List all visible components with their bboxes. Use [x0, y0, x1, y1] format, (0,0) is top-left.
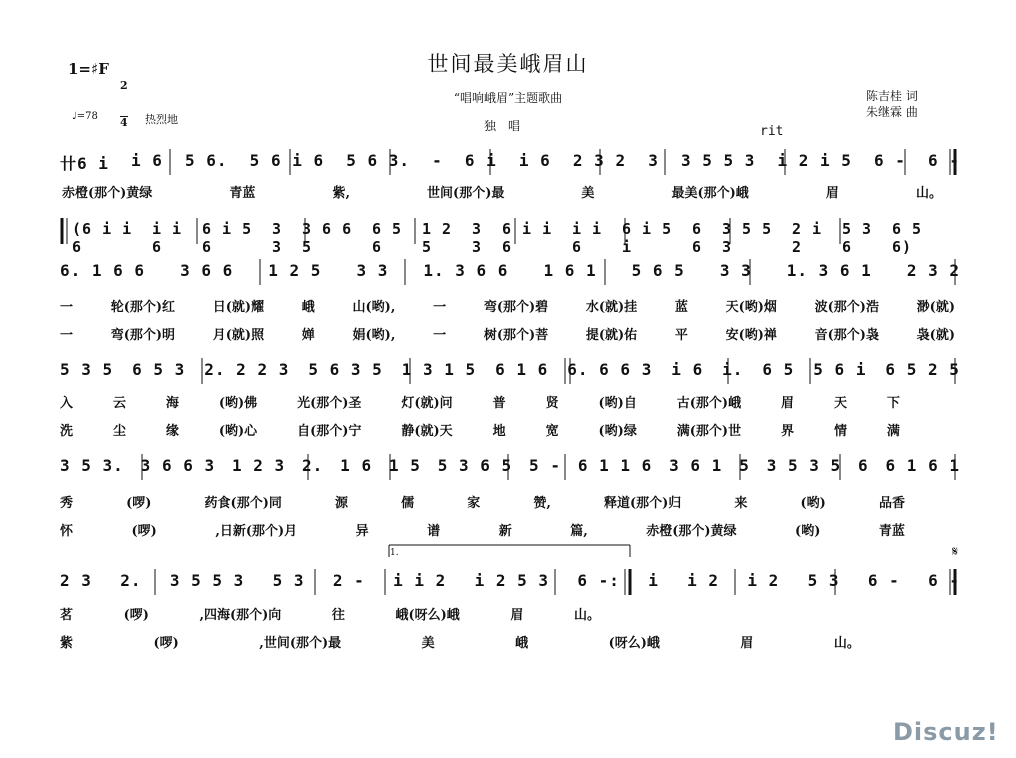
lyric-word: 来 — [734, 496, 748, 511]
lyric-word: 轮(那个)红 — [110, 300, 176, 315]
note-group: i i 6 — [152, 220, 183, 256]
note-group: 6. 1 6 6 — [60, 261, 146, 280]
note-line — [60, 360, 960, 379]
lyric-word: 一 — [433, 328, 447, 343]
score-row — [60, 214, 960, 256]
note-group: 2. — [120, 571, 142, 590]
note-group: 2 3 2 — [906, 261, 960, 280]
lyric-word: 峨(呀么)峨 — [395, 608, 460, 623]
lyric-word: (啰) — [153, 636, 179, 651]
note-group: 2 3 — [60, 571, 92, 590]
note-group: 5 6 i 6 — [249, 151, 325, 170]
lyric-word: 洗 — [60, 424, 74, 439]
lyric-word: 娟(哟), — [352, 328, 396, 343]
note-group: 6 5 2 5 — [885, 360, 960, 379]
note-group: 1. 3 6 1 — [786, 261, 872, 280]
lyric-word: 赞, — [533, 496, 551, 511]
lyric-word: (啰) — [126, 496, 152, 511]
lyric-word: 平 — [674, 328, 688, 343]
note-group: 6 i 5 6 — [202, 220, 253, 256]
note-group: i i 6 — [572, 220, 603, 256]
note-group: - — [432, 151, 443, 170]
lyric-word: 古(那个)峨 — [676, 396, 742, 411]
note-group: 6 i 5 i — [622, 220, 673, 256]
lyric-word: 渺(就) — [916, 300, 955, 315]
lyric-line — [60, 324, 955, 343]
lyric-word: (哟) — [795, 524, 821, 539]
lyric-word: 树(那个)菩 — [483, 328, 549, 343]
note-group: 5 6 3 5 — [308, 360, 383, 379]
lyric-word: 波(那个)浩 — [814, 300, 879, 315]
note-group: 5 — [739, 456, 750, 475]
lyric-word: 普 — [492, 396, 506, 411]
note-group: 6 - — [928, 571, 960, 590]
lyric-line — [60, 420, 900, 439]
lyric-word: 一 — [60, 300, 74, 315]
lyric-word: 水(就)挂 — [585, 300, 638, 315]
note-group: 6 - — [928, 151, 960, 170]
lyric-word: 自(那个)宁 — [297, 424, 362, 439]
note-group: 6 5 3 — [132, 360, 186, 379]
note-group: i 2 — [687, 571, 720, 590]
lyric-word: 一 — [60, 328, 74, 343]
lyric-line — [62, 182, 942, 201]
lyric-word: 下 — [886, 396, 900, 411]
note-group: i 6 — [671, 360, 704, 379]
lyric-word: 安(哟)禅 — [725, 328, 777, 343]
lyric-word: 美 — [421, 636, 435, 651]
lyric-word: (哟)佛 — [218, 396, 258, 411]
lyric-word: 满 — [886, 424, 900, 439]
lyric-word: 释道(那个)归 — [603, 496, 682, 511]
note-group: 3 3 — [356, 261, 389, 280]
ritardando-marking: rit — [760, 124, 784, 139]
lyric-word: 眉 — [825, 186, 839, 201]
note-line — [60, 571, 960, 590]
lyric-word: 美 — [581, 186, 595, 201]
score-row — [60, 450, 960, 484]
lyric-word: 世间(那个)最 — [427, 186, 505, 201]
note-group: i 6 — [131, 151, 163, 170]
lyric-word: 紫, — [332, 186, 350, 201]
note-group: 2. — [302, 456, 324, 475]
lyric-word: 满(那个)世 — [676, 424, 742, 439]
lyric-word: 紫 — [60, 636, 74, 651]
note-group: 6 i — [464, 151, 497, 170]
note-line — [60, 151, 960, 174]
lyric-word: 天(哟)烟 — [725, 300, 777, 315]
note-group: 1 5 — [388, 456, 421, 475]
lyric-word: 峨 — [515, 636, 529, 651]
composer-credit: 朱继霖 曲 — [866, 105, 918, 119]
lyric-word: 山。 — [573, 608, 600, 623]
lyric-word: 青蓝 — [229, 186, 256, 201]
note-group: 2 i 2 — [792, 220, 823, 256]
note-group: i 2 — [747, 571, 780, 590]
segno-sign: 𝄋 — [952, 544, 959, 560]
lyric-word: 山。 — [915, 186, 942, 201]
note-group: 6 - — [867, 571, 900, 590]
lyric-word: 源 — [334, 496, 348, 511]
time-signature-bottom: 4 — [120, 116, 128, 129]
note-group: 5 6 i — [813, 360, 867, 379]
tempo-marking: ♩=78 — [72, 111, 98, 122]
volta-line — [388, 544, 632, 558]
note-group: 6 1 6 — [495, 360, 549, 379]
note-group: 6 1 6 1 — [885, 456, 960, 475]
lyric-word: 山(哟), — [352, 300, 396, 315]
score-row — [60, 255, 960, 289]
note-group: 2. 2 2 3 — [204, 360, 290, 379]
note-group: 3 6 6 3 — [140, 456, 216, 475]
lyric-word: 往 — [331, 608, 345, 623]
lyric-word: 新 — [498, 524, 512, 539]
note-group: 3 3 — [719, 261, 752, 280]
note-group: 3 — [648, 151, 659, 170]
note-group: 5 3 — [272, 571, 305, 590]
lyric-word: 缘 — [165, 424, 179, 439]
volta-bracket: 1. — [390, 548, 399, 558]
lyric-word: (啰) — [131, 524, 157, 539]
lyric-word: 最美(那个)峨 — [671, 186, 749, 201]
lyric-word: 眉 — [740, 636, 754, 651]
lyric-word: 秀 — [60, 496, 74, 511]
note-group: 1 3 1 5 — [401, 360, 477, 379]
note-group: 5 6 5 — [631, 261, 685, 280]
key-signature: 1=♯F — [68, 60, 109, 78]
note-group: 6. 6 6 3 — [567, 360, 653, 379]
lyric-word: 灯(就)问 — [401, 396, 453, 411]
note-group: 6 5 — [762, 360, 795, 379]
lyric-word: 赤橙(那个)黄绿 — [646, 524, 737, 539]
note-group: 5 6. — [185, 151, 228, 170]
lyric-word: 一 — [433, 300, 447, 315]
lyric-word: 谱 — [427, 524, 441, 539]
lyric-word: ,四海(那个)向 — [199, 608, 282, 623]
note-group: 6 5 6 — [372, 220, 403, 256]
lyric-word: 光(那个)圣 — [297, 396, 362, 411]
lyric-line — [60, 392, 900, 411]
lyric-word: 静(就)天 — [401, 424, 453, 439]
performance-type: 独唱 — [483, 119, 532, 133]
lyric-word: 天 — [833, 396, 847, 411]
note-group: 5 3 5 — [60, 360, 114, 379]
lyric-word: 异 — [355, 524, 369, 539]
note-group: 1 6 1 — [543, 261, 597, 280]
note-line — [60, 261, 960, 280]
note-group: 5 3 6 — [842, 220, 873, 256]
lyric-word: 蓝 — [674, 300, 688, 315]
lyric-word: 品香 — [878, 496, 905, 511]
note-group: 6 i i 6 — [502, 220, 553, 256]
lyric-word: 海 — [165, 396, 179, 411]
lyric-line — [60, 296, 955, 315]
note-group: 3 5 3 5 — [766, 456, 842, 475]
note-group: 3 3 — [472, 220, 483, 256]
lyric-word: 日(就)耀 — [212, 300, 265, 315]
lyric-word: 宽 — [545, 424, 559, 439]
note-group: i 2 5 3 — [474, 571, 549, 590]
lyric-word: 贤 — [545, 396, 559, 411]
note-line — [60, 456, 960, 475]
note-group: i i 2 — [393, 571, 447, 590]
note-group: 5 - — [529, 456, 561, 475]
score-row — [60, 354, 960, 388]
note-group: 5 6 3. — [346, 151, 411, 170]
lyric-word: 云 — [112, 396, 126, 411]
note-group: i 2 i 5 — [777, 151, 852, 170]
lyric-word: (呀么)峨 — [608, 636, 660, 651]
note-group: (6 i i 6 — [72, 220, 133, 256]
lyric-word: 药食(那个)同 — [204, 496, 282, 511]
lyric-word: 袅(就) — [916, 328, 955, 343]
score-row — [60, 145, 960, 179]
lyric-word: 婵 — [301, 328, 315, 343]
note-group: 3 6 6 5 — [302, 220, 353, 256]
lyric-word: 月(就)照 — [212, 328, 265, 343]
lyric-word: 眉 — [510, 608, 524, 623]
song-subtitle: “唱响峨眉”主题歌曲 — [453, 91, 563, 105]
note-line — [72, 220, 952, 256]
note-group: 6 — [858, 456, 869, 475]
lyric-word: ,世间(那个)最 — [259, 636, 342, 651]
note-group: 2 3 2 — [572, 151, 627, 170]
note-group: 6 5 6) — [892, 220, 923, 256]
lyric-line — [60, 632, 860, 651]
note-group: 5 3 — [807, 571, 840, 590]
lyric-word: 赤橙(那个)黄绿 — [62, 186, 153, 201]
note-group: 1 6 — [340, 456, 373, 475]
note-group: 3 5 5 3 — [169, 571, 245, 590]
time-signature-top: 2 — [120, 79, 128, 92]
note-group: 1 2 3 — [231, 456, 286, 475]
lyric-word: 青蓝 — [878, 524, 905, 539]
note-group: 5 3 6 5 — [437, 456, 513, 475]
lyric-word: 弯(那个)明 — [110, 328, 176, 343]
lyric-word: 峨 — [301, 300, 315, 315]
lyric-word: 尘 — [112, 424, 126, 439]
lyric-word: 茗 — [60, 608, 74, 623]
lyric-word: 山。 — [833, 636, 860, 651]
note-group: i 6 — [518, 151, 551, 170]
note-group: i — [648, 571, 659, 590]
lyric-word: 家 — [467, 496, 481, 511]
lyric-word: 眉 — [781, 396, 795, 411]
lyric-word: 入 — [60, 396, 74, 411]
note-group: 1. 3 6 6 — [423, 261, 509, 280]
note-group: 卄6 i — [60, 154, 109, 173]
note-group: 3 5 3. — [60, 456, 124, 475]
lyric-word: (哟)心 — [218, 424, 258, 439]
lyric-line — [60, 604, 600, 623]
note-group: 3 5 5 3 — [722, 220, 773, 256]
note-group: 3 3 — [272, 220, 283, 256]
note-group: 6 - — [874, 151, 906, 170]
lyric-word: (哟)绿 — [598, 424, 637, 439]
note-group: 6 1 1 6 — [577, 456, 653, 475]
lyric-word: 儒 — [401, 496, 415, 511]
note-group: 1 2 5 — [268, 261, 322, 280]
note-group: 3 6 6 — [180, 261, 234, 280]
lyricist-credit: 陈吉桂 词 — [866, 89, 918, 103]
lyric-line — [60, 492, 905, 511]
lyric-word: 怀 — [60, 524, 74, 539]
lyric-word: 情 — [833, 424, 847, 439]
note-group: 6 -: — [577, 571, 620, 590]
mood-marking: 热烈地 — [145, 113, 178, 126]
watermark-logo: Discuz! — [893, 718, 999, 746]
lyric-word: 界 — [781, 424, 795, 439]
note-group: 1 2 5 — [422, 220, 453, 256]
note-group: 6 6 — [692, 220, 703, 256]
lyric-word: 弯(那个)碧 — [483, 300, 549, 315]
lyric-line — [60, 520, 905, 539]
lyric-word: 提(就)佑 — [585, 328, 638, 343]
score-row — [60, 565, 960, 599]
lyric-word: 地 — [492, 424, 506, 439]
song-title: 世间最美峨眉山 — [427, 52, 589, 76]
lyric-word: (啰) — [123, 608, 149, 623]
lyric-word: (哟) — [800, 496, 826, 511]
note-group: 2 - — [332, 571, 365, 590]
note-group: i. — [722, 360, 744, 379]
lyric-word: (哟)自 — [598, 396, 637, 411]
lyric-word: ,日新(那个)月 — [215, 524, 298, 539]
note-group: 3 5 5 3 — [680, 151, 756, 170]
lyric-word: 音(那个)袅 — [814, 328, 879, 343]
lyric-word: 篇, — [570, 524, 588, 539]
note-group: 3 6 1 — [669, 456, 723, 475]
